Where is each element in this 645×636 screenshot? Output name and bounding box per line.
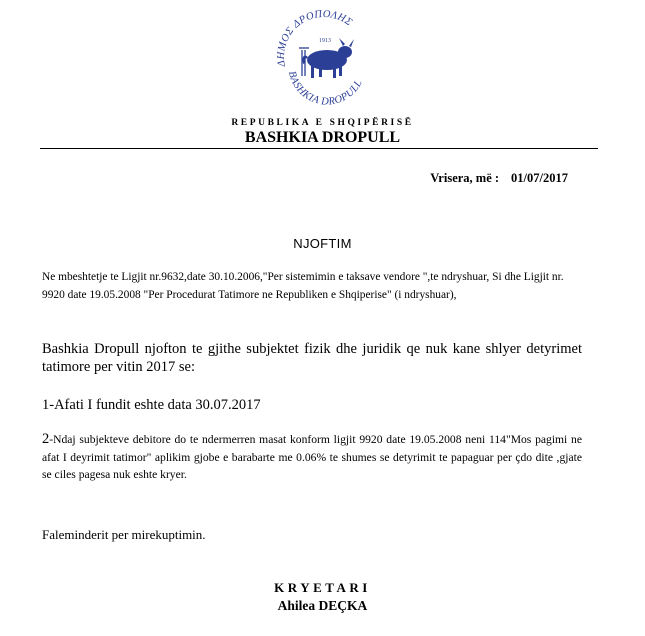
bull-icon	[303, 38, 355, 78]
penalty-text: -Ndaj subjekteve debitore do te ndermerren masat konform ligjit 9920 date 19.05.2008 neni 114"Mos pagimi ne afat I deyrimit tatimor" aplikim gjobe e barabarte me 0.06% te shumes se detyrimit te papaguar per çdo dite ,gjate se ciles pagesa nuk eshte kryer.	[42, 433, 582, 481]
signer-title: KRYETARI	[274, 580, 371, 595]
seal-graphic	[259, 8, 388, 105]
municipality-seal-logo	[259, 8, 388, 105]
penalty-number: 2	[42, 431, 50, 447]
signer-name: Ahilea DEÇKA	[277, 598, 368, 613]
seal-top-text: ΔΗΜΟΣ ΔΡΟΠΟΛΗΣ	[275, 8, 355, 68]
municipality-heading: BASHKIA DROPULL	[244, 129, 401, 146]
document-title: NJOFTIM	[293, 236, 352, 251]
closing-text: Faleminderit per mirekuptimin.	[42, 527, 206, 542]
republic-heading: REPUBLIKA E SHQIPËRISË	[231, 118, 414, 128]
document-date: 01/07/2017	[511, 171, 568, 185]
header-divider	[40, 148, 598, 149]
announcement-paragraph: Bashkia Dropull njofton te gjithe subjektet fizik dhe juridik qe nuk kane shlyer detyrimet tatimore per vitin 2017 se:	[42, 341, 582, 375]
place-label: Vrisera, më :	[430, 171, 500, 185]
legal-basis-paragraph: Ne mbeshtetje te Ligjit nr.9632,date 30.10.2006,"Per sistemimin e taksave vendore ",te ndryshuar, Si dhe Ligjit nr. 9920 date 19.05.2008 "Per Procedurat Tatimore ne Republiken e Shqiperise" (i ndryshuar),	[42, 271, 564, 301]
penalty-paragraph	[42, 431, 582, 484]
deadline-paragraph: 1-Afati I fundit eshte data 30.07.2017	[42, 397, 261, 413]
svg-text:BASHKIA DROPULL	[286, 70, 365, 105]
seal-year: 1913	[319, 38, 331, 44]
date-line	[430, 171, 568, 186]
seal-bottom-text: BASHKIA DROPULL	[285, 70, 365, 105]
